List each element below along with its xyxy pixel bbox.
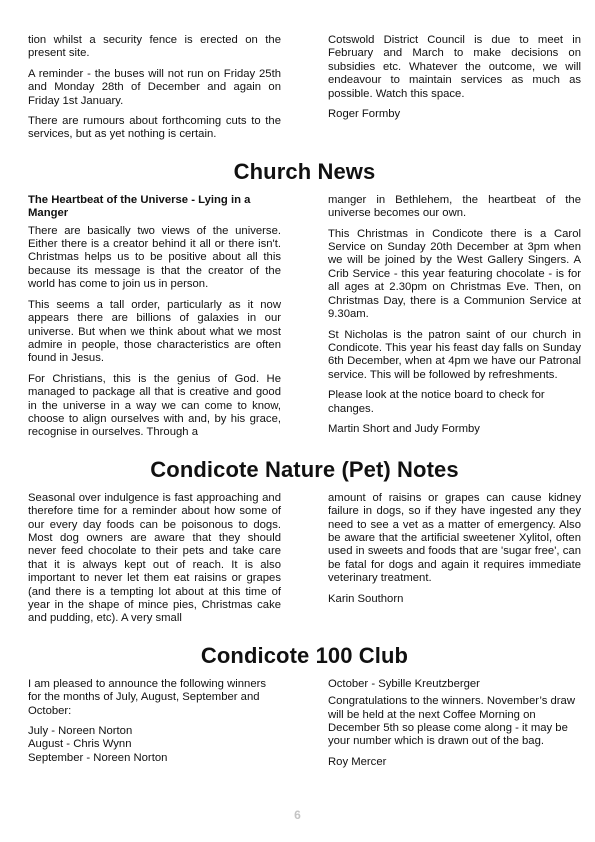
signature: Karin Southorn [328,592,404,605]
nature-article [28,492,581,633]
paragraph: There are basically two views of the universe. Either there is a creator behind it all or there isn't. Christmas helps us to be positive about all this because its message is that the creator of the world has come to join us in person. [28,224,281,291]
paragraph: This seems a tall order, particularly as it now appears there are billions of galaxies in our universe. But when we think about what we most admire in people, those characteristics are often found in Jesus. [28,298,281,365]
paragraph: manger in Bethlehem, the heartbeat of the universe becomes our own. [328,193,581,220]
signature: Roy Mercer [328,755,387,768]
church-article-left-column [28,194,281,447]
paragraph: This Christmas in Condicote there is a Carol Service on Sunday 20th December at 3pm when we will be joined by the West Gallery Singers. A Crib Service - this year featuring chocolate - is for all ages at 2.30pm on Christmas Eve. Then, on Christmas Day, there is a Communion Service at 9.30am. [328,227,581,321]
paragraph: Seasonal over indulgence is fast approaching and therefore time for a reminder about how some of our every day foods can be poisonous to dogs. Most dog owners are aware that they should never feed chocolate to their pets and take care that it is always kept out of reach. It is also important to never let them eat raisins or grapes (and there is a tempting lot about at this time of year in the shape of mince pies, Christmas cake and pudding, etc). A very small [28,491,281,625]
paragraph: tion whilst a security fence is erected on the present site. [28,34,281,60]
winner-october: October - Sybille Kreutzberger [328,677,480,690]
church-article [28,194,581,447]
paragraph: I am pleased to announce the following winners for the months of July, August, September and October: [28,677,267,717]
club-article-left-column [28,678,281,776]
winner-september: September - Noreen Norton [28,751,168,764]
page-content [28,34,581,776]
bus-article-left-column [28,34,281,149]
paragraph: amount of raisins or grapes can cause kidney failure in dogs, so if they have ingested any they need to see a vet as a matter of emergency. Also be aware that the artificial sweetener Xylitol, often used in sweets and foods that are 'sugar free', can be fatal for dogs and again it requires immediate veterinary treatment. [328,491,581,585]
nature-article-right-column [328,492,581,633]
paragraph: There are rumours about forthcoming cuts to the services, but as yet nothing is certain. [28,115,281,141]
winner-august: August - Chris Wynn [28,738,132,751]
section-heading-nature-notes: Condicote Nature (Pet) Notes [150,456,459,482]
bus-article [28,34,581,149]
paragraph: For Christians, this is the genius of God. He managed to package all that is creative and good in the universe in a way we can come to know, choose to align ourselves with and, by his grace, recognise in ourselves. Through a [28,372,281,439]
paragraph: Congratulations to the winners. November’s draw will be held at the next Coffee Morning on December 5th so please come along - it may be your number which is drawn out of the bag. [328,695,575,748]
nature-article-left-column [28,492,281,633]
winner-july: July - Noreen Norton [28,725,133,738]
article-title: The Heartbeat of the Universe - Lying in a Manger [28,193,251,220]
signature: Martin Short and Judy Formby [328,422,480,435]
church-article-right-column [328,194,581,447]
paragraph: Please look at the notice board to check for changes. [328,389,545,415]
signature: Roger Formby [328,108,401,121]
paragraph: St Nicholas is the patron saint of our church in Condicote. This year his feast day falls on Sunday 6th December, when at 4pm we have our Patronal service. This will be followed by refreshments. [328,328,581,381]
section-heading-100-club: Condicote 100 Club [200,642,409,668]
bus-article-right-column [328,34,581,149]
paragraph: A reminder - the buses will not run on Friday 25th and Monday 28th of December and again on Friday 1st January. [28,67,281,107]
page-number: 6 [294,808,301,822]
paragraph: Cotswold District Council is due to meet in February and March to make decisions on subsidies etc. Whatever the outcome, we will endeavour to maintain services as much as possible. Watch this space. [328,34,581,100]
section-heading-church-news: Church News [233,158,376,184]
club-article-right-column [328,678,581,776]
club-article [28,678,581,776]
